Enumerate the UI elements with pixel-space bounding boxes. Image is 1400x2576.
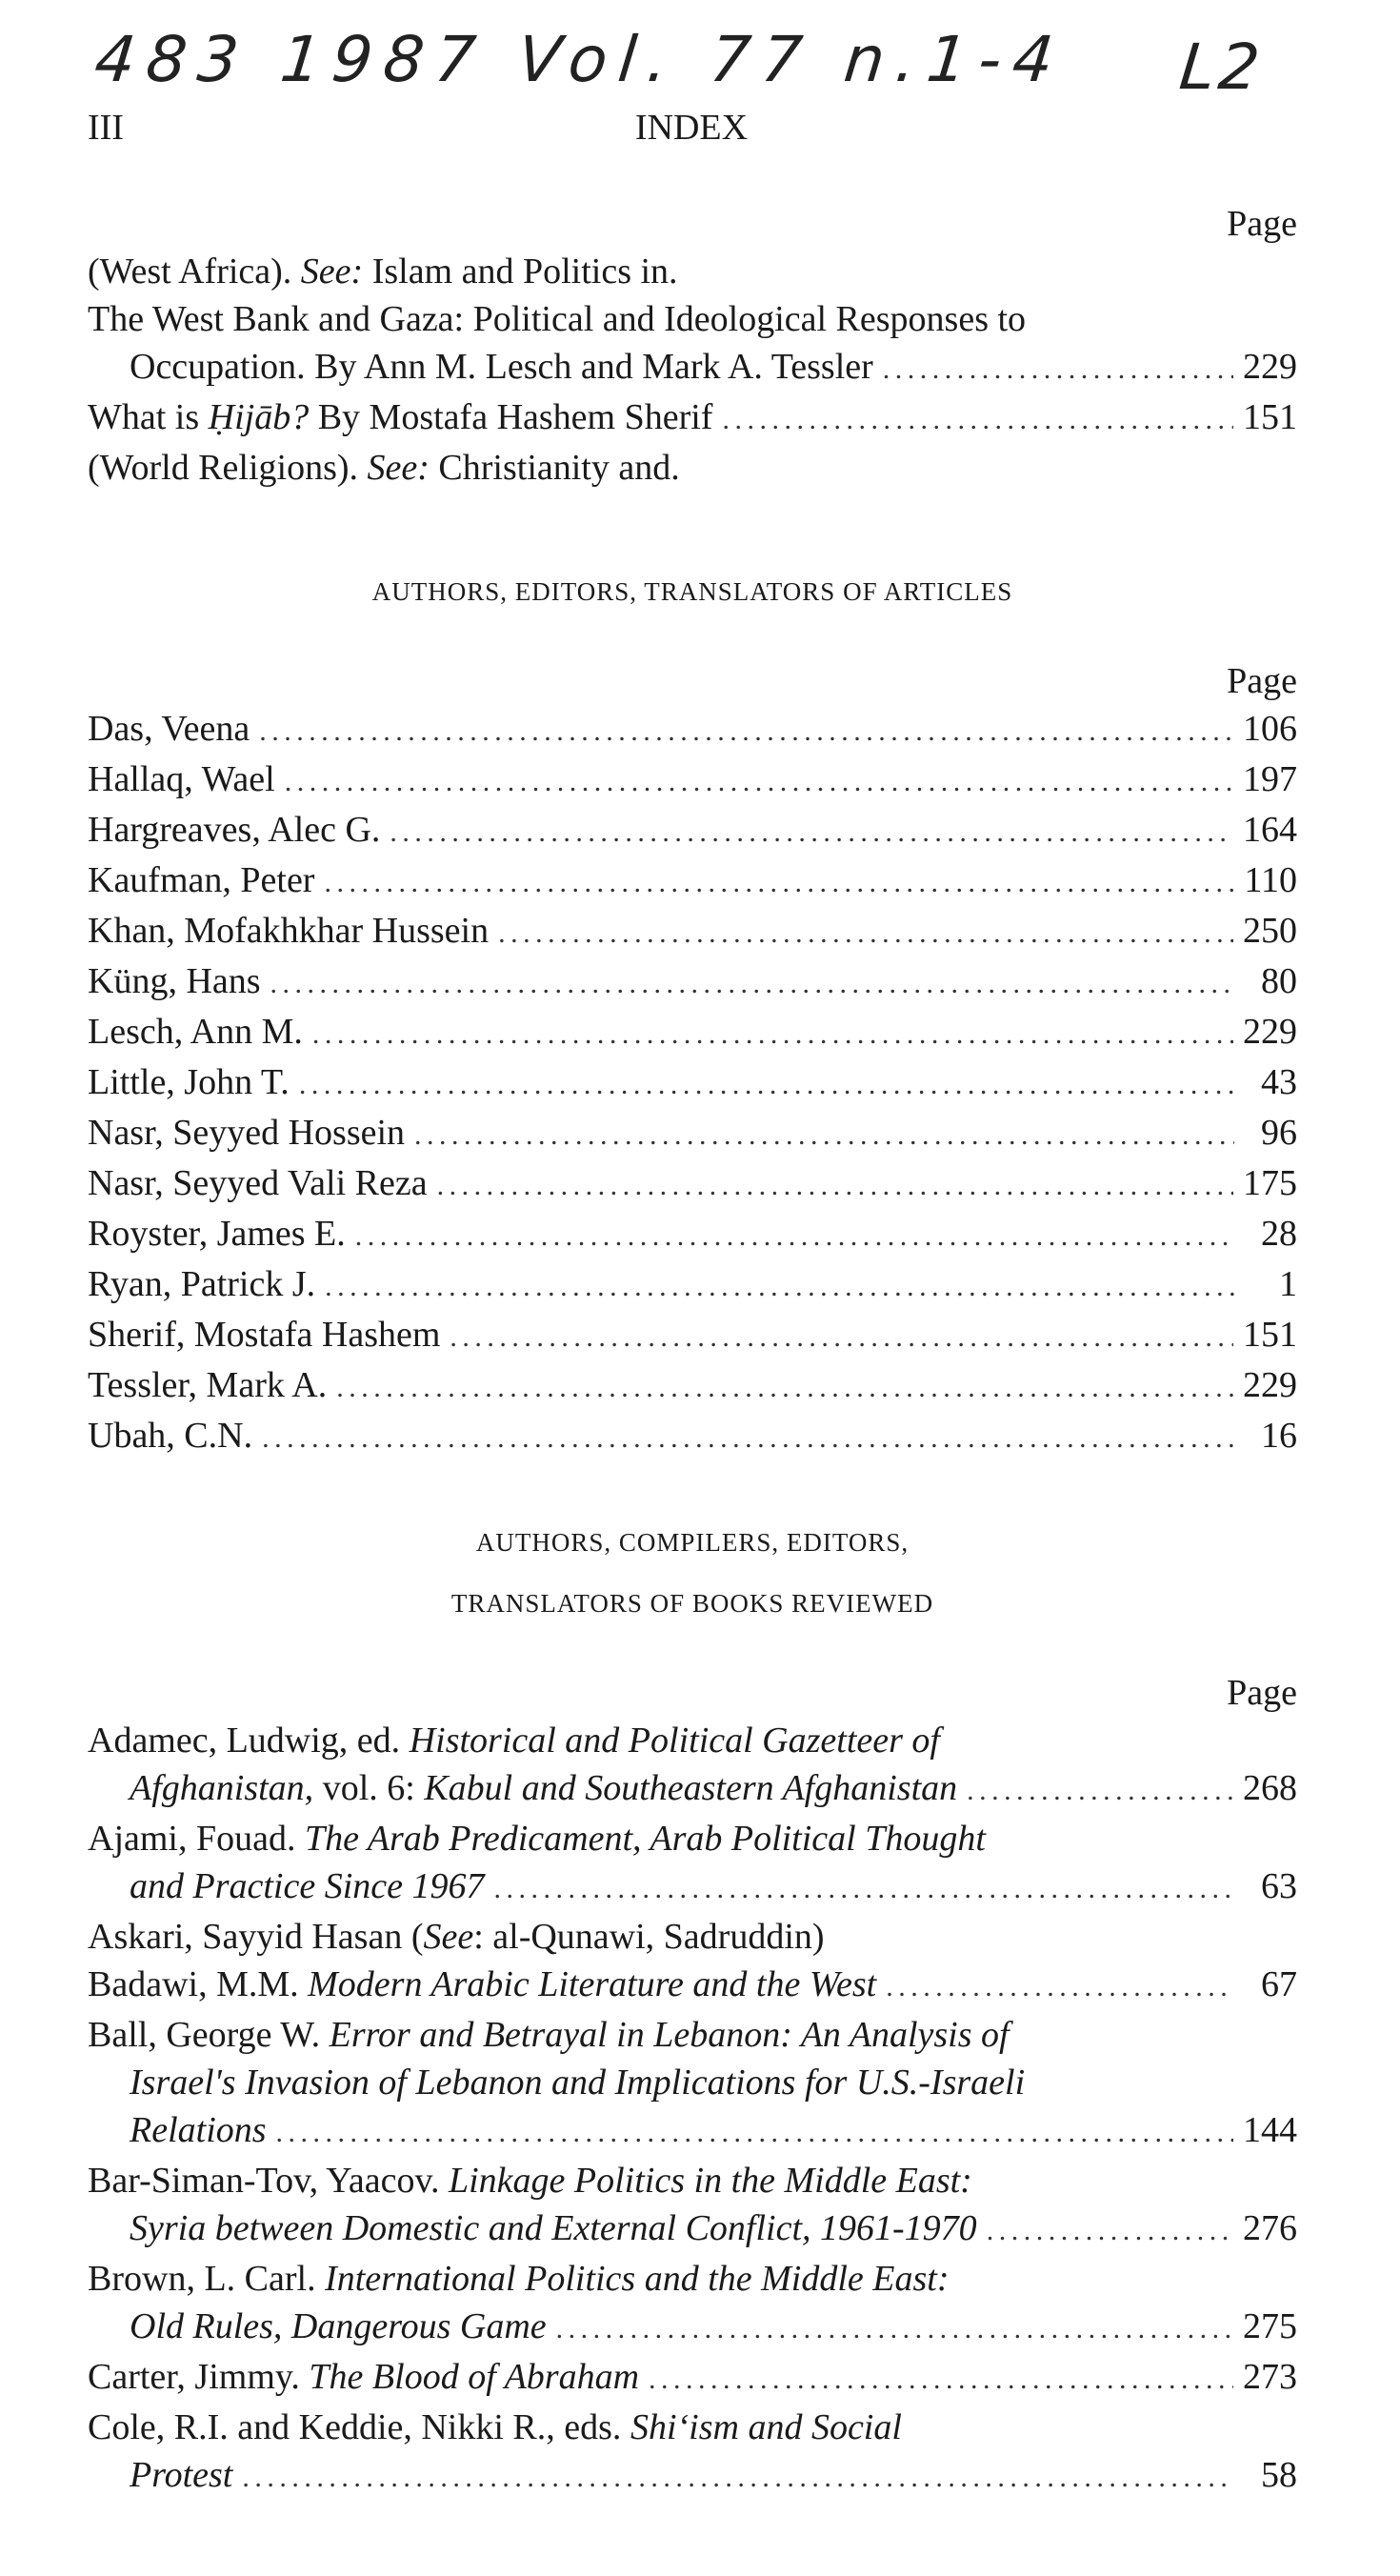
authors-list (88, 657, 1297, 1462)
leader-dots (312, 1011, 1233, 1058)
book-author: Brown, L. Carl. (88, 2259, 326, 2299)
author-name: Khan, Mofakhkhar Hussein (88, 911, 490, 951)
books-heading-line1: AUTHORS, COMPILERS, EDITORS, (475, 1528, 910, 1557)
page-number: 28 (1261, 1214, 1297, 1254)
books-heading-line2: TRANSLATORS OF BOOKS REVIEWED (450, 1589, 934, 1618)
author-entry (88, 806, 1297, 856)
author-entry (88, 705, 1297, 755)
see-reference: See: (367, 448, 430, 488)
book-title: Error and Betrayal in Lebanon: An Analysis of (329, 2015, 1010, 2055)
subject-entry-west-africa (88, 248, 1297, 295)
book-title: Kabul and Southeastern Afghanistan (424, 1768, 958, 1808)
page-number: 58 (1261, 2455, 1297, 2495)
book-title: Protest (130, 2455, 233, 2495)
page-number: 16 (1261, 1416, 1297, 1456)
page-number: 96 (1261, 1113, 1297, 1153)
author-name: Hallaq, Wael (88, 759, 275, 799)
leader-dots (987, 2207, 1233, 2255)
author-name: Hargreaves, Alec G. (88, 810, 381, 850)
entry-text: Occupation. By Ann M. Lesch and Mark A. Tessler (130, 347, 873, 387)
entry-text: : al-Qunawi, Sadruddin) (473, 1917, 825, 1957)
leader-dots (336, 1364, 1233, 1412)
running-header (88, 107, 1295, 154)
author-name: Nasr, Seyyed Hossein (88, 1113, 406, 1153)
see-reference: See (423, 1917, 474, 1957)
page-number: 273 (1243, 2357, 1297, 2397)
leader-dots (299, 1061, 1234, 1109)
author-entry (88, 1210, 1297, 1260)
authors-heading: AUTHORS, EDITORS, TRANSLATORS OF ARTICLES (371, 577, 1013, 606)
leader-dots (883, 346, 1233, 393)
book-author: Ajami, Fouad. (88, 1819, 305, 1859)
page-number: 268 (1243, 1768, 1297, 1808)
author-name: Ryan, Patrick J. (88, 1264, 316, 1304)
page-number: 276 (1243, 2208, 1297, 2248)
leader-dots (262, 1415, 1234, 1462)
book-title: Syria between Domestic and External Conflict, 1961-1970 (130, 2208, 977, 2248)
book-entry-bar-siman-tov (88, 2157, 1297, 2255)
page-column-label: Page (1227, 661, 1297, 701)
book-title: Shi‘ism and Social (630, 2407, 902, 2447)
author-name: Das, Veena (88, 709, 250, 749)
book-title: Historical and Political Gazetteer of (409, 1721, 940, 1761)
leader-dots (325, 1263, 1234, 1311)
book-author: Adamec, Ludwig, ed. (88, 1721, 410, 1761)
book-volume: vol. 6: (313, 1768, 425, 1808)
book-title: The Arab Predicament, Arab Political Thought (304, 1819, 986, 1859)
book-title: Afghanistan, (130, 1768, 314, 1808)
leader-dots (649, 2356, 1233, 2404)
book-entry-adamec (88, 1717, 1297, 1815)
author-name: Little, John T. (88, 1062, 290, 1102)
author-name: Lesch, Ann M. (88, 1012, 303, 1052)
leader-dots (722, 396, 1233, 444)
author-entry (88, 1008, 1297, 1058)
book-entry-badawi (88, 1961, 1297, 2011)
folio: III (88, 108, 124, 148)
leader-dots (967, 1767, 1233, 1815)
leader-dots (494, 1865, 1234, 1913)
book-title: The Blood of Abraham (309, 2357, 640, 2397)
book-title: Linkage Politics in the Middle East: (448, 2161, 972, 2201)
book-author: Cole, R.I. and Keddie, Nikki R., eds. (88, 2407, 630, 2447)
author-name: Tessler, Mark A. (88, 1365, 328, 1405)
page-number: 197 (1243, 759, 1297, 799)
author-name: Nasr, Seyyed Vali Reza (88, 1163, 428, 1203)
book-entry-brown (88, 2255, 1297, 2353)
leader-dots (270, 960, 1234, 1008)
book-title: Modern Arabic Literature and the West (308, 1964, 877, 2004)
book-author: Askari, Sayyid Hasan ( (88, 1917, 424, 1957)
leader-dots (259, 708, 1233, 755)
book-entry-ball (88, 2011, 1297, 2157)
book-title: and Practice Since 1967 (130, 1866, 485, 1906)
entry-text: By Mostafa Hashem Sherif (309, 397, 713, 437)
page-number: 106 (1243, 709, 1297, 749)
page-number: 164 (1243, 810, 1297, 850)
author-name: Küng, Hans (88, 961, 261, 1001)
leader-dots (498, 910, 1233, 957)
entry-text: (West Africa). (88, 252, 301, 292)
author-entry (88, 1159, 1297, 1210)
leader-dots (886, 1963, 1234, 2011)
author-name: Sherif, Mostafa Hashem (88, 1315, 441, 1355)
subject-entry-world-religions (88, 444, 1297, 492)
author-entry (88, 957, 1297, 1008)
books-list (88, 1669, 1297, 2502)
leader-dots (285, 758, 1233, 806)
running-title: INDEX (634, 108, 749, 148)
subject-index (88, 200, 1297, 492)
page-number: 229 (1243, 347, 1297, 387)
page-number: 275 (1243, 2306, 1297, 2346)
page-number: 144 (1243, 2110, 1297, 2150)
page-number: 151 (1243, 397, 1297, 437)
page-column-label: Page (1227, 1673, 1297, 1713)
page-number: 250 (1243, 911, 1297, 951)
book-entry-carter (88, 2353, 1297, 2404)
author-entry (88, 755, 1297, 806)
page-column-label: Page (1227, 204, 1297, 244)
entry-text: The West Bank and Gaza: Political and Ideological Responses to (88, 299, 1027, 339)
page-number: 175 (1243, 1163, 1297, 1203)
page-number: 63 (1261, 1866, 1297, 1906)
page-number: 229 (1243, 1365, 1297, 1405)
leader-dots (437, 1162, 1233, 1210)
leader-dots (390, 809, 1233, 856)
author-name: Royster, James E. (88, 1214, 346, 1254)
book-entry-cole (88, 2404, 1297, 2502)
handwritten-code: L2 (1176, 30, 1267, 104)
author-entry (88, 856, 1297, 907)
entry-text: What is (88, 397, 209, 437)
leader-dots (324, 859, 1234, 907)
see-reference: See: (300, 252, 364, 292)
author-entry (88, 907, 1297, 957)
author-name: Ubah, C.N. (88, 1416, 253, 1456)
page-number: 110 (1244, 860, 1297, 900)
author-entry (88, 1109, 1297, 1159)
author-name: Kaufman, Peter (88, 860, 315, 900)
page-number: 67 (1261, 1964, 1297, 2004)
entry-title: Ḥijāb? (208, 397, 310, 437)
author-entry (88, 1311, 1297, 1361)
book-entry-ajami (88, 1815, 1297, 1913)
subject-entry-hijab (88, 393, 1297, 444)
page-number: 43 (1261, 1062, 1297, 1102)
leader-dots (242, 2454, 1234, 2502)
leader-dots (450, 1314, 1233, 1361)
author-entry (88, 1260, 1297, 1311)
leader-dots (414, 1112, 1234, 1159)
page-number: 1 (1279, 1264, 1297, 1304)
entry-text: Islam and Politics in. (363, 252, 678, 292)
book-entry-askari (88, 1913, 1297, 1961)
subject-entry-west-bank (88, 295, 1297, 393)
leader-dots (276, 2109, 1233, 2157)
book-title: International Politics and the Middle East: (325, 2259, 950, 2299)
book-title: Old Rules, Dangerous Game (130, 2306, 547, 2346)
author-entry (88, 1412, 1297, 1462)
book-author: Bar-Siman-Tov, Yaacov. (88, 2161, 449, 2201)
book-author: Badawi, M.M. (88, 1964, 309, 2004)
leader-dots (556, 2305, 1233, 2353)
entry-text: (World Religions). (88, 448, 368, 488)
author-entry (88, 1058, 1297, 1109)
handwritten-call-number (90, 23, 1267, 104)
page-number: 80 (1261, 961, 1297, 1001)
leader-dots (355, 1213, 1234, 1260)
page-number: 151 (1243, 1315, 1297, 1355)
book-title: Relations (130, 2110, 267, 2150)
page-number: 229 (1243, 1012, 1297, 1052)
book-title: Israel's Invasion of Lebanon and Implications for U.S.-Israeli (130, 2063, 1026, 2103)
author-entry (88, 1361, 1297, 1412)
book-author: Ball, George W. (88, 2015, 330, 2055)
handwritten-note: 483 1987 Vol. 77 n.1-4 (90, 23, 1069, 96)
book-author: Carter, Jimmy. (88, 2357, 310, 2397)
entry-text: Christianity and. (429, 448, 680, 488)
